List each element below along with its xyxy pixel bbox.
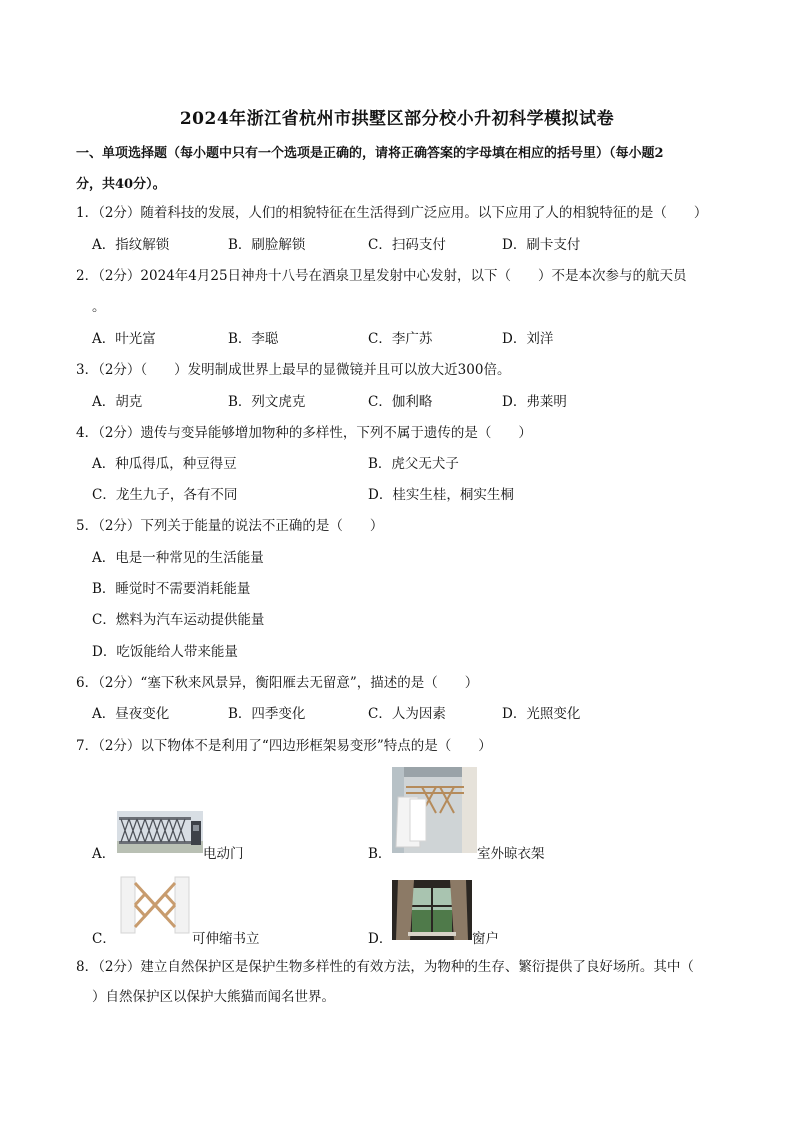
- question-8-stem: 8．（2分）建立自然保护区是保护生物多样性的有效方法，为物种的生存、繁衍提供了良好场所。其中（: [76, 959, 694, 975]
- question-2-option-b: B．李聪: [228, 331, 279, 347]
- question-8-stem-cont: ）自然保护区以保护大熊猫而闻名世界。: [92, 989, 335, 1005]
- question-1-stem: 1．（2分）随着科技的发展，人们的相貌特征在生活得到广泛应用。以下应用了人的相貌特征的是（ ）: [76, 205, 708, 221]
- question-2-option-d: D．刘洋: [502, 331, 554, 347]
- question-1-option-d: D．刷卡支付: [502, 237, 581, 253]
- question-7-option-d: D．: [368, 931, 393, 947]
- question-7-option-a: A．: [92, 846, 116, 862]
- question-3-option-b: B．列文虎克: [228, 394, 306, 410]
- question-7-option-b: B．: [368, 846, 392, 862]
- question-5-stem: 5．（2分）下列关于能量的说法不正确的是（ ）: [76, 518, 384, 534]
- question-3-option-c: C．伽利略: [368, 394, 433, 410]
- question-7-stem: 7．（2分）以下物体不是利用了“四边形框架易变形”特点的是（ ）: [76, 738, 492, 754]
- section-heading-line1: 一、单项选择题（每小题中只有一个选项是正确的，请将正确答案的字母填在相应的括号里）（每小题2: [76, 146, 664, 161]
- electric-gate-image: [117, 811, 203, 853]
- question-3-option-a: A．胡克: [92, 394, 143, 410]
- question-6-option-c: C．人为因素: [368, 706, 446, 722]
- question-4-option-d: D．桂实生桂，桐实生桐: [368, 487, 514, 503]
- question-4-stem: 4．（2分）遗传与变异能够增加物种的多样性，下列不属于遗传的是（ ）: [76, 425, 532, 441]
- question-2-stem: 2．（2分）2024年4月25日神舟十八号在酒泉卫星发射中心发射，以下（ ）不是本次参与的航天员: [76, 268, 687, 284]
- exam-title: 2024年浙江省杭州市拱墅区部分校小升初科学模拟试卷: [179, 109, 615, 129]
- question-7-caption-c: 可伸缩书立: [192, 931, 260, 947]
- question-6-option-b: B．四季变化: [228, 706, 306, 722]
- question-1-option-a: A．指纹解锁: [92, 237, 170, 253]
- bookend-image: [117, 869, 192, 941]
- question-5-option-a: A．电是一种常见的生活能量: [92, 550, 264, 566]
- question-7-caption-b: 室外晾衣架: [477, 846, 545, 862]
- question-2-stem-cont: 。: [92, 299, 106, 315]
- question-3-stem: 3．（2分）（ ）发明制成世界上最早的显微镜并且可以放大近300倍。: [76, 362, 511, 378]
- question-5-option-b: B．睡觉时不需要消耗能量: [92, 581, 251, 597]
- drying-rack-image: [392, 767, 477, 853]
- question-7-caption-a: 电动门: [203, 846, 244, 862]
- question-5-option-c: C．燃料为汽车运动提供能量: [92, 612, 265, 628]
- question-2-option-c: C．李广苏: [368, 331, 433, 347]
- question-6-option-a: A．昼夜变化: [92, 706, 170, 722]
- question-4-option-a: A．种瓜得瓜，种豆得豆: [92, 456, 237, 472]
- question-5-option-d: D．吃饭能给人带来能量: [92, 644, 238, 660]
- question-1-option-c: C．扫码支付: [368, 237, 446, 253]
- window-image: [392, 880, 472, 940]
- question-3-option-d: D．弗莱明: [502, 394, 567, 410]
- question-4-option-c: C．龙生九子，各有不同: [92, 487, 238, 503]
- question-1-option-b: B．刷脸解锁: [228, 237, 306, 253]
- question-7-caption-d: 窗户: [472, 931, 499, 947]
- question-7-option-c: C．: [92, 931, 116, 947]
- question-2-option-a: A．叶光富: [92, 331, 156, 347]
- section-heading-line2: 分，共40分）。: [76, 177, 166, 192]
- question-6-option-d: D．光照变化: [502, 706, 581, 722]
- question-6-stem: 6．（2分）“塞下秋来风景异，衡阳雁去无留意”，描述的是（ ）: [76, 675, 479, 691]
- question-4-option-b: B．虎父无犬子: [368, 456, 459, 472]
